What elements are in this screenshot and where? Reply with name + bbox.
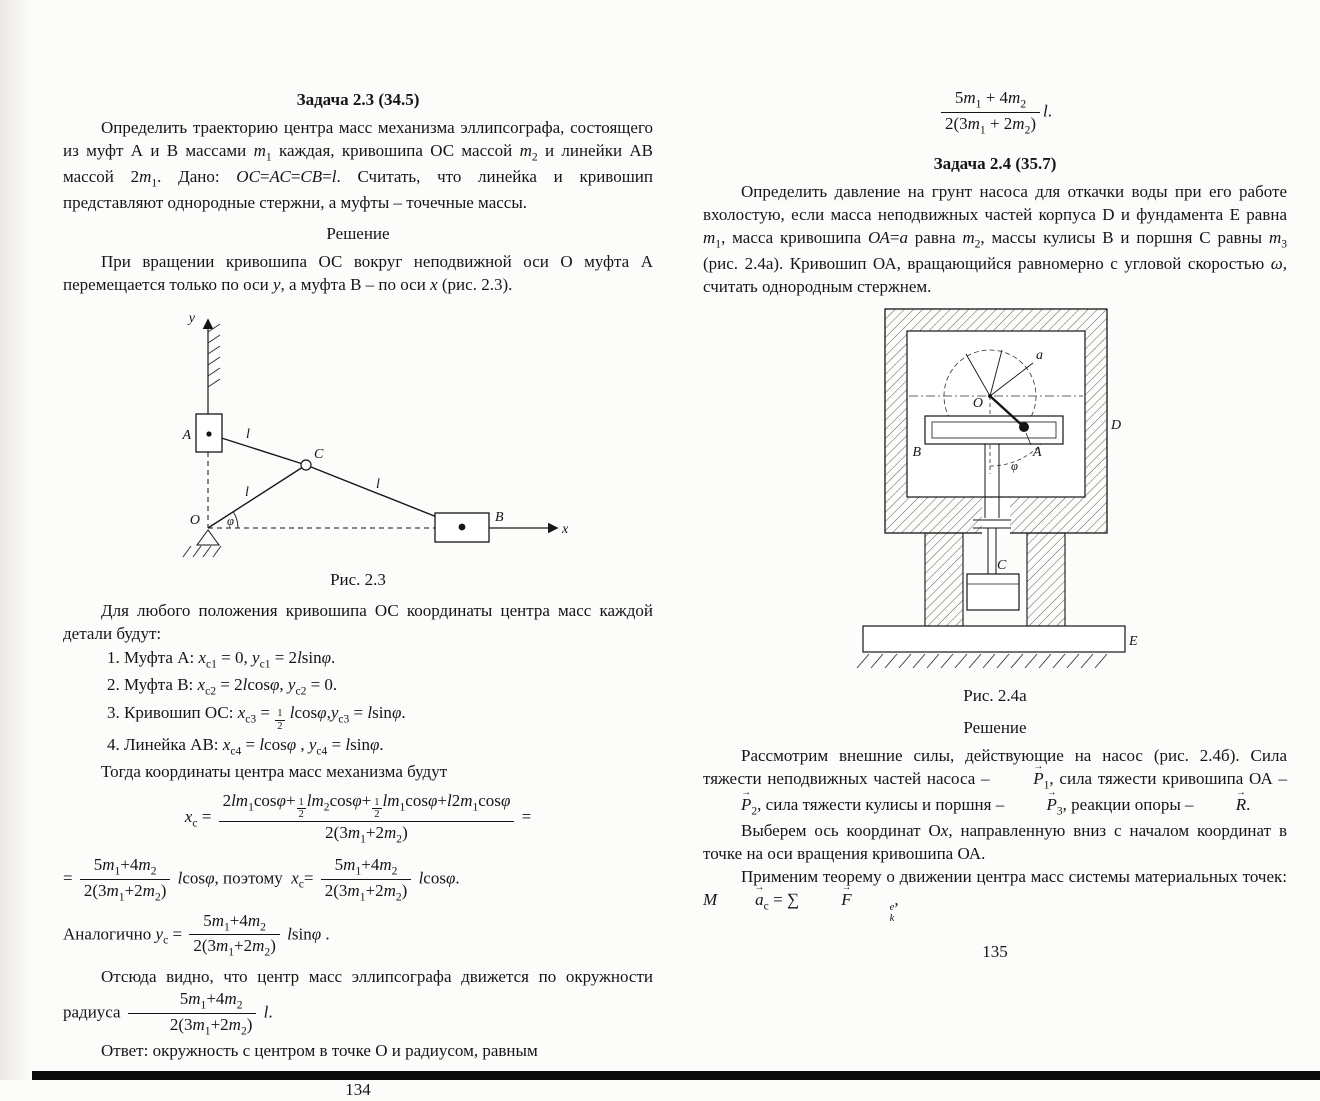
coords-list xyxy=(107,646,653,759)
page-number-left: 134 xyxy=(345,1080,371,1100)
crank-oc xyxy=(208,465,306,528)
solution-intro: При вращении кривошипа ОС вокруг неподвижной оси О муфта А перемещается только по оси y, а муфта В – по оси x (рис. 2.3). xyxy=(63,251,653,294)
list-item: 1. Муфта А: $x_{c1} = 0$, $y_{c1} = 2lsin\varphi$. xyxy=(107,648,336,671)
guide-wall-hatch xyxy=(208,324,220,387)
label-c-piston: С xyxy=(997,558,1007,574)
list-item: 3. Кривошип ОС: $x_{c3}$ = $\frac{1}{2}$ $lcos\varphi,y_{c3} = lsin\varphi$. xyxy=(107,702,406,732)
pivot-support xyxy=(183,530,221,557)
figure-2-4a-caption: Рис. 2.4а xyxy=(963,686,1027,706)
formula-yc-result: Аналогично $y_c$ = $\frac{5m_1+4m_2}{2(3m_1+2m_2)}$ lsinφ . xyxy=(63,910,330,959)
formula-xc-result: = $\frac{5m_1+4m_2}{2(3m_1+2m_2)}$ lcosφ, поэтому $x_c=$ $\frac{5m_1+4m_2}{2(3m_1+2m_2)}$ lcosφ. xyxy=(63,854,460,904)
figure-2-4a xyxy=(703,304,1287,707)
page-number-right: 135 xyxy=(982,942,1008,962)
radius-formula-top: $\frac{5m_1 + 4m_2}{2(3m_1 + 2m_2)}$ l. xyxy=(703,87,1287,138)
label-b: B xyxy=(495,509,504,525)
label-phi: φ xyxy=(1011,459,1018,474)
problem-2-4-statement: Определить давление на грунт насоса для откачки воды при его работе вхолостую, если масса неподвижных частей корпуса D и фундамента Е равна $m_1$, масса кривошипа ОА=а равна $m_2$, массы кулисы В и поршня С равны $m_3$ (рис. 2.4а). Кривошип ОА, вращающийся равномерно с угловой скоростью ω, считать однородным стержнем. xyxy=(703,181,1287,297)
label-phi: φ xyxy=(227,513,234,528)
ground-hatch xyxy=(857,654,1107,668)
scan-edge-bottom xyxy=(32,1071,1320,1080)
slider-b xyxy=(925,416,1063,444)
solution-heading-left: Решение xyxy=(326,223,390,243)
slider-b xyxy=(435,513,489,542)
then-coords-line: Тогда координаты центра масс механизма будут xyxy=(101,762,448,782)
solution-heading-right: Решение xyxy=(963,717,1027,737)
slider-a xyxy=(196,414,222,452)
label-l-ac: l xyxy=(246,426,250,442)
label-d-housing: D xyxy=(1111,418,1122,434)
label-c: C xyxy=(314,446,324,462)
page-right xyxy=(703,80,1287,963)
problem-2-4-title: Задача 2.4 (35.7) xyxy=(933,153,1057,173)
figure-2-3 xyxy=(63,302,653,591)
theorem-paragraph: Применим теорему о движении центра масс системы материальных точек: $M \to a_c$ = ∑ → F e k , xyxy=(703,865,1287,924)
label-l-oc: l xyxy=(245,484,249,500)
label-o: О xyxy=(972,396,983,412)
cylinder-wall-right xyxy=(1027,533,1065,626)
label-a-pin: A xyxy=(1033,445,1042,461)
label-o: О xyxy=(189,512,200,528)
cylinder-wall-left xyxy=(925,533,963,626)
answer-line: Ответ: окружность с центром в точке О и радиусом, равным xyxy=(101,1040,538,1060)
forces-paragraph: Рассмотрим внешние силы, действующие на насос (рис. 2.4б). Сила тяжести неподвижных частей насоса – → $P_1$, сила тяжести кривошипа ОА – → $P_2$, сила тяжести кулисы и поршня – → $P_3$, реакции опоры – → R. xyxy=(703,744,1287,819)
figure-2-3-drawing xyxy=(143,302,573,560)
problem-2-3-statement: Определить траекторию центра масс механизма эллипсографа, состоящего из муфт А и В массами $m_1$ каждая, кривошипа ОС массой $m_2$ и линейки АВ массой $2m_1$. Дано: ОС=АС=СВ=l. Считать, что линейка и кривошип представляют однородные стержни, а муфты – точечные массы. xyxy=(63,118,653,213)
coords-intro: Для любого положения кривошипа ОС координаты центра масс каждой детали будут: xyxy=(63,601,653,644)
label-e-foundation: Е xyxy=(1129,634,1138,650)
ruler-ab xyxy=(209,434,462,527)
label-y-axis: y xyxy=(188,310,195,326)
list-item: 4. Линейка АВ: $x_{c4} = lcos\varphi$ , $y_{c4} = lsin\varphi$. xyxy=(107,735,384,758)
foundation-e xyxy=(863,626,1125,652)
figure-2-4a-drawing xyxy=(845,304,1145,676)
joint-c xyxy=(301,460,311,470)
scan-edge-left xyxy=(0,0,32,1080)
label-a-radius: a xyxy=(1036,348,1043,364)
problem-2-3-title: Задача 2.3 (34.5) xyxy=(296,90,420,109)
circle-conclusion: Отсюда видно, что центр масс эллипсографа движется по окружности радиуса $\frac{5m_1+4m_2}{2(3m_1+2m_2)}$ l. xyxy=(63,967,653,1038)
axis-paragraph: Выберем ось координат Ох, направленную вниз с началом координат в точке на оси вращения кривошипа ОА. xyxy=(703,821,1287,864)
label-l-cb: l xyxy=(376,476,380,492)
figure-2-3-caption: Рис. 2.3 xyxy=(330,569,386,589)
label-a: A xyxy=(182,427,191,443)
formula-xc-long: $x_c$ = $2lm_1\cos\varphi+$ $\frac{1}{2}$ $lm_2\cos\varphi+$ $\frac{1}{2}$ $lm_1\cos\varphi+l2m_1\cos\varphi$ $2(3m_1+2m_2)$ = xyxy=(184,791,532,846)
piston-c xyxy=(967,574,1019,610)
label-b-slider: В xyxy=(912,445,921,461)
label-x-axis: x xyxy=(562,521,569,537)
page-left xyxy=(63,88,653,1101)
list-item: 2. Муфта В: $x_{c2} = 2lcos\varphi$, $y_{c2} = 0$. xyxy=(107,675,338,698)
